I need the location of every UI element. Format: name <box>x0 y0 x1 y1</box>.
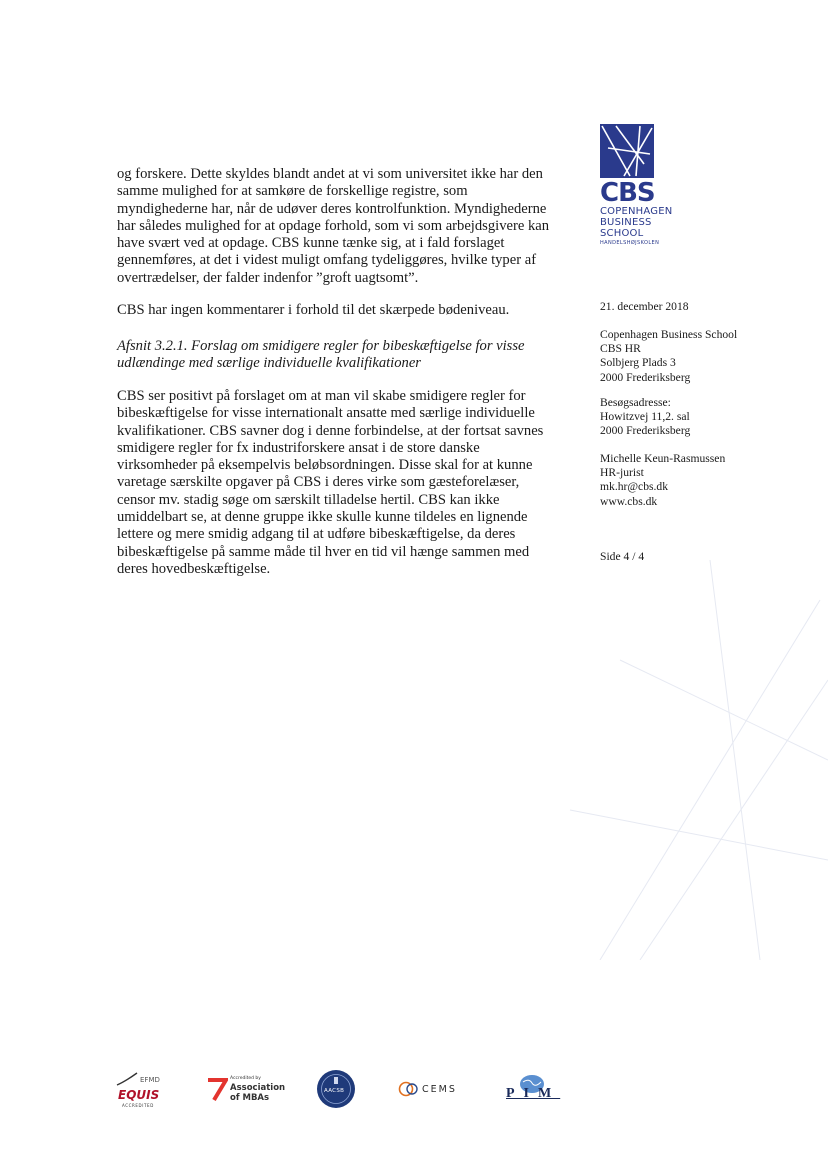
address-line: Solbjerg Plads 3 <box>600 356 676 370</box>
text-line: samme mulighed for at samkøre de forskellige registre, som <box>117 183 468 200</box>
address-line: 2000 Frederiksberg <box>600 370 691 384</box>
pim-text: PIM <box>506 1086 561 1101</box>
text-line: gennemføres, at det i videst muligt omfang tydeliggøres, hvilke typer af <box>117 252 537 269</box>
text-line: udlændinge med særlige individuelle kvalifikationer <box>117 355 421 372</box>
amba-arrow-icon <box>206 1078 228 1102</box>
equis-swoosh-icon <box>116 1072 138 1086</box>
amba-logo <box>206 1074 286 1108</box>
cems-swirl-icon <box>398 1080 420 1098</box>
cbs-logo-line1: COPENHAGEN <box>600 206 673 217</box>
text-line: har således mulighed for at opdage forhold, som vi som arbejdsgivere kan <box>117 217 550 234</box>
text-line: virksomheder på eksempelvis beløbsordningen. Disse skal for at kunne <box>117 457 533 474</box>
visit-line: Besøgsadresse: <box>600 396 671 409</box>
aacsb-text: AACSB <box>324 1088 345 1094</box>
amba-line1-text: Association <box>230 1083 286 1093</box>
pim-logo <box>502 1074 562 1108</box>
paragraph-secondary-employment <box>117 388 557 578</box>
letter-date <box>600 300 780 314</box>
contact-email: mk.hr@cbs.dk <box>600 480 668 494</box>
section-heading-3-2-1 <box>117 338 557 373</box>
amba-small-text: Accredited by <box>230 1076 261 1081</box>
equis-text: EQUIS <box>118 1088 160 1102</box>
visit-line: 2000 Frederiksberg <box>600 424 691 438</box>
amba-line2-text: of MBAs <box>230 1093 270 1103</box>
text-line: umiddelbart se, at denne gruppe ikke skulle kunne tildeles en lignende <box>117 509 528 526</box>
accredited-text: ACCREDITED <box>122 1103 154 1108</box>
aacsb-logo <box>316 1069 356 1109</box>
text-line: have svært ved at opdage. CBS kunne tænke sig, at i fald forslaget <box>117 235 505 252</box>
page-number-text: Side 4 / 4 <box>600 550 645 563</box>
address-line: CBS HR <box>600 342 641 356</box>
address-line: Copenhagen Business School <box>600 328 738 341</box>
text-line: overtrædelser, der falder indenfor ”groft uagtsomt”. <box>117 269 419 286</box>
watermark-graphic <box>560 560 828 960</box>
cbs-logo-line3: HANDELSHØJSKOLEN <box>600 240 660 246</box>
cbs-wordmark: CBS <box>600 178 655 208</box>
visiting-address <box>600 396 780 439</box>
text-line: deres hovedbeskæftigelse. <box>117 560 271 577</box>
paragraph-fine-level: CBS har ingen kommentarer i forhold til det skærpede bødeniveau. <box>117 302 510 318</box>
cems-logo <box>398 1080 468 1102</box>
contact-website: www.cbs.dk <box>600 494 658 508</box>
cbs-logo-line2: BUSINESS SCHOOL <box>600 217 652 239</box>
contact-person <box>600 452 780 509</box>
date-text: 21. december 2018 <box>600 300 689 313</box>
sender-address <box>600 328 780 385</box>
text-line: bibeskæftigelse for visse internationalt ansatte med særlige individuelle <box>117 405 535 422</box>
text-line: bibeskæftigelse på samme måde til hver en tid vil hænge sammen med <box>117 543 530 560</box>
text-line: smidigere regler for fx industriforskere ansat i de store danske <box>117 439 480 456</box>
cbs-logo <box>600 124 680 247</box>
text-line: censor mv. stadig søge om særskilt tilladelse hertil. CBS kan ikke <box>117 491 500 508</box>
text-line: Afsnit 3.2.1. Forslag om smidigere regler for bibeskæftigelse for visse <box>117 338 525 354</box>
equis-logo <box>114 1070 174 1112</box>
text-line: og forskere. Dette skyldes blandt andet at vi som universitet ikke har den <box>117 166 543 182</box>
contact-title: HR-jurist <box>600 466 644 480</box>
visit-line: Howitzvej 11,2. sal <box>600 410 690 424</box>
text-line: varetage særskilte opgaver på CBS i deres virke som gæsteforelæser, <box>117 474 520 491</box>
cbs-logo-mark-icon <box>600 124 654 178</box>
accreditation-footer <box>0 1066 828 1116</box>
paragraph-control-function <box>117 166 557 287</box>
cems-text: CEMS <box>422 1084 457 1095</box>
contact-name: Michelle Keun-Rasmussen <box>600 452 726 465</box>
text-line: myndighederne har, når de udøver deres kontrolfunktion. Myndighederne <box>117 200 547 217</box>
page-number <box>600 550 780 564</box>
text-line: kvalifikationer. CBS savner dog i denne forbindelse, at der fortsat savnes <box>117 422 544 439</box>
efmd-text: EFMD <box>140 1076 160 1084</box>
text-line: CBS ser positivt på forslaget om at man vil skabe smidigere regler for <box>117 388 526 404</box>
text-line: lettere og mere smidig adgang til at udføre bibeskæftigelse, da deres <box>117 526 516 543</box>
